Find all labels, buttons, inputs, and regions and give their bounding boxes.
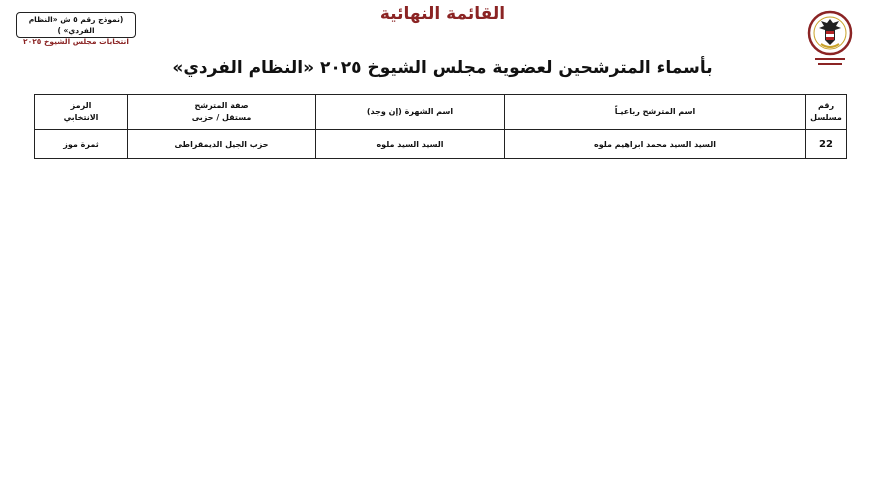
election-name-label: انتخابات مجلس الشيوخ ٢٠٢٥	[23, 37, 129, 46]
table-header-row	[35, 95, 847, 130]
column-header-nickname: اسم الشهرة (إن وجد)	[316, 95, 505, 130]
table-row	[35, 130, 847, 159]
column-header-full-name: اسم المترشح رباعيـاً	[505, 95, 806, 130]
cell-status: حزب الجيل الديمقراطى	[128, 130, 316, 159]
column-header-serial: رقم مسلسل	[806, 95, 847, 130]
column-header-symbol: الرمز الانتخابي	[35, 95, 128, 130]
candidates-table	[34, 94, 847, 159]
cell-serial: 22	[806, 130, 847, 159]
form-number-label: (نموذج رقم ٥ ش «النظام الفردي» )	[28, 15, 124, 35]
cell-symbol: ثمرة موز	[35, 130, 128, 159]
column-header-status: صفة المترشح مستقل / حزبى	[128, 95, 316, 130]
cell-nickname: السيد السيد ملوه	[316, 130, 505, 159]
list-subtitle: بأسماء المترشحين لعضوية مجلس الشيوخ ٢٠٢٥ «النظام الفردي»	[172, 58, 713, 78]
cell-full-name: السيد السيد محمد ابراهيم ملوه	[505, 130, 806, 159]
page-title: القائمة النهائية	[379, 4, 506, 24]
